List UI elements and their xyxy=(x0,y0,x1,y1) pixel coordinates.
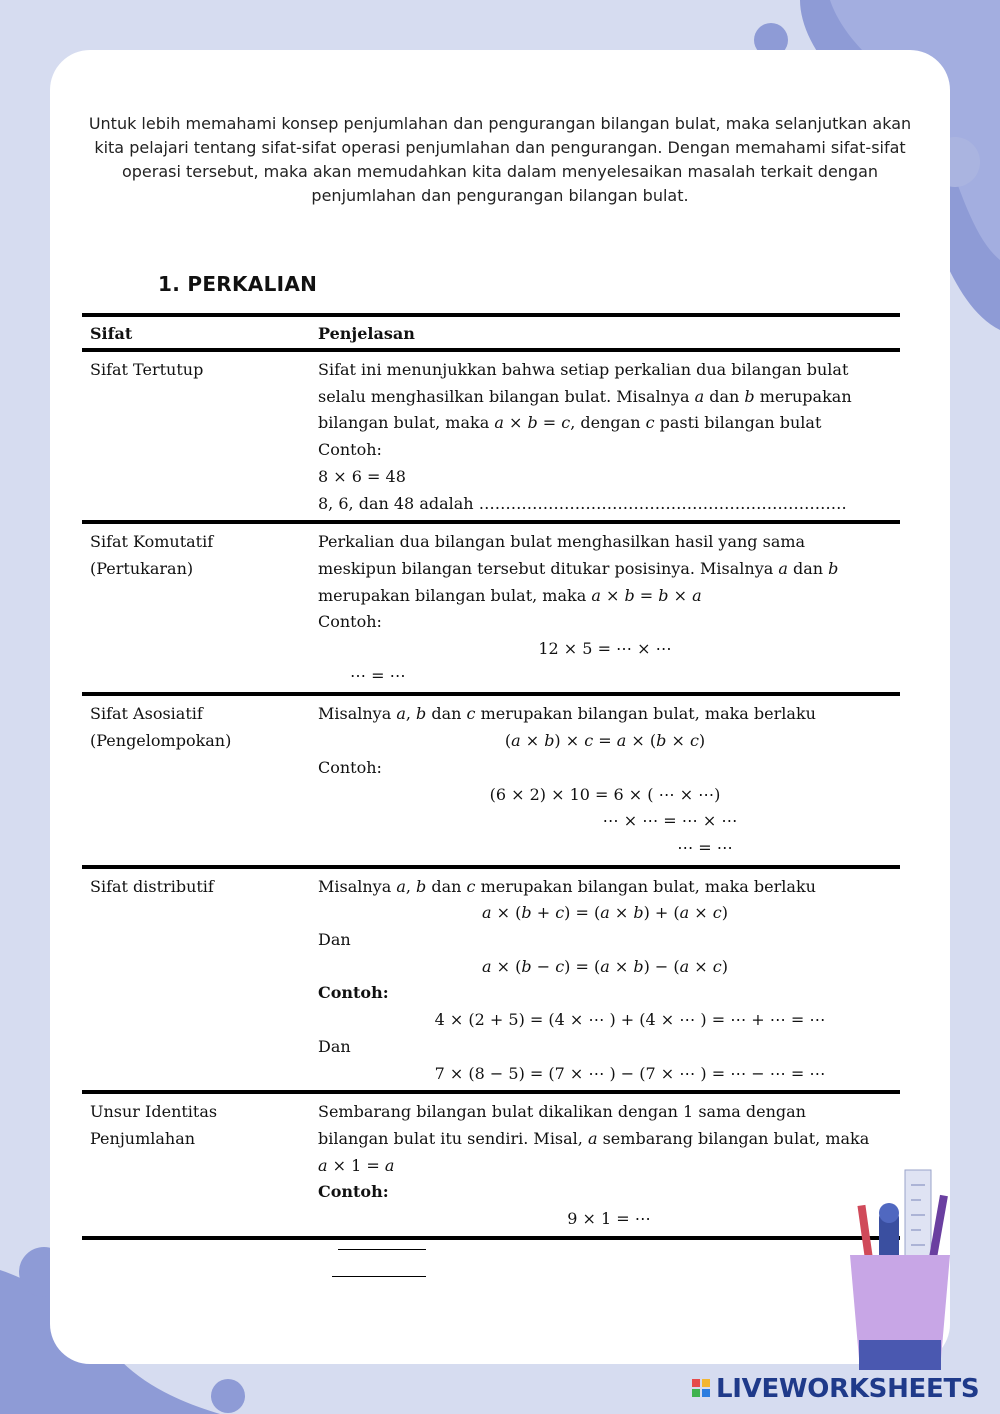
column-header-penjelasan: Penjelasan xyxy=(310,315,900,350)
property-name xyxy=(82,1092,310,1238)
table-row xyxy=(82,522,900,694)
fill-in-equation[interactable]: ⋯ = ⋯ xyxy=(350,665,406,685)
footer-brand: LIVEWORKSHEETS xyxy=(716,1374,980,1404)
property-description xyxy=(310,350,900,522)
description-line: bilangan bulat, maka 𝑎 × 𝑏 = 𝑐, dengan 𝑐 pasti bilangan bulat xyxy=(318,413,822,433)
property-name xyxy=(82,694,310,866)
description-line: bilangan bulat itu sendiri. Misal, 𝑎 sembarang bilangan bulat, maka xyxy=(318,1128,870,1148)
answer-blank[interactable] xyxy=(338,1249,426,1250)
formula: 𝑎 × (𝑏 + 𝑐) = (𝑎 × 𝑏) + (𝑎 × 𝑐) xyxy=(482,903,728,923)
properties-table xyxy=(82,313,900,1240)
pencil-cup-illustration xyxy=(845,1165,955,1375)
example-equation: 8 × 6 = 48 xyxy=(318,466,406,486)
description-line: Sifat ini menunjukkan bahwa setiap perkalian dua bilangan bulat xyxy=(318,360,849,379)
fill-in-equation[interactable]: ⋯ = ⋯ xyxy=(677,837,733,857)
property-description xyxy=(310,867,900,1093)
description-line: Sembarang bilangan bulat dikalikan dengan 1 sama dengan xyxy=(318,1102,806,1122)
example-label: Contoh: xyxy=(318,1182,389,1202)
formula: (𝑎 × 𝑏) × 𝑐 = 𝑎 × (𝑏 × 𝑐) xyxy=(504,731,706,751)
property-name-line: Sifat Tertutup xyxy=(90,360,204,379)
property-name-line: Penjumlahan xyxy=(90,1128,196,1148)
property-name xyxy=(82,350,310,522)
description-line: Perkalian dua bilangan bulat menghasilkan hasil yang sama xyxy=(318,532,806,552)
table-row xyxy=(82,867,900,1093)
column-header-sifat: Sifat xyxy=(82,315,310,350)
example-label: Contoh: xyxy=(318,757,382,777)
property-name xyxy=(82,522,310,694)
description-line: Dan xyxy=(318,930,351,950)
fill-in-answer[interactable]: 8, 6, dan 48 adalah …………………………………………………………… xyxy=(318,493,847,513)
table-header-row xyxy=(82,315,900,350)
example-label: Contoh: xyxy=(318,612,382,632)
intro-paragraph: Untuk lebih memahami konsep penjumlahan dan pengurangan bilangan bulat, maka selanjutkan akan kita pelajari tentang sifat-sifat operasi penjumlahan dan pengurangan. Dengan memahami sifat-sifat operasi tersebut, maka akan memudahkan kita dalam menyelesaikan masalah terkait dengan penjumlahan dan pengurangan bilangan bulat. xyxy=(88,114,912,205)
description-line: merupakan bilangan bulat, maka 𝑎 × 𝑏 = 𝑏 × 𝑎 xyxy=(318,585,702,605)
description-line: selalu menghasilkan bilangan bulat. Misalnya 𝑎 dan 𝑏 merupakan xyxy=(318,386,852,406)
section-title: 1. PERKALIAN xyxy=(158,272,318,296)
description-line: Dan xyxy=(318,1036,351,1056)
property-name xyxy=(82,867,310,1093)
example-label: Contoh: xyxy=(318,983,389,1003)
fill-in-equation[interactable]: 7 × (8 − 5) = (7 × ⋯ ) − (7 × ⋯ ) = ⋯ − ⋯ = ⋯ xyxy=(434,1063,826,1083)
property-description xyxy=(310,1092,900,1238)
property-name-line: Sifat distributif xyxy=(90,876,214,896)
answer-blank[interactable] xyxy=(332,1276,426,1277)
property-name-line: Sifat Komutatif xyxy=(90,532,214,552)
formula: 𝑎 × (𝑏 − 𝑐) = (𝑎 × 𝑏) − (𝑎 × 𝑐) xyxy=(482,956,728,976)
table-row xyxy=(82,350,900,522)
table-row xyxy=(82,1092,900,1238)
formula: 𝑎 × 1 = 𝑎 xyxy=(318,1155,395,1175)
description-line: Misalnya 𝑎, 𝑏 dan 𝑐 merupakan bilangan bulat, maka berlaku xyxy=(318,876,816,896)
table-row xyxy=(82,694,900,866)
fill-in-equation[interactable]: (6 × 2) × 10 = 6 × ( ⋯ × ⋯) xyxy=(489,784,721,804)
property-name-line: (Pertukaran) xyxy=(90,558,194,578)
fill-in-equation[interactable]: 9 × 1 = ⋯ xyxy=(567,1209,651,1229)
property-name-line: Sifat Asosiatif xyxy=(90,704,203,724)
property-name-line: (Pengelompokan) xyxy=(90,731,232,751)
liveworksheets-logo-icon xyxy=(692,1379,710,1397)
property-description xyxy=(310,694,900,866)
property-description xyxy=(310,522,900,694)
fill-in-equation[interactable]: 12 × 5 = ⋯ × ⋯ xyxy=(538,639,672,659)
property-name-line: Unsur Identitas xyxy=(90,1102,218,1122)
description-line: Misalnya 𝑎, 𝑏 dan 𝑐 merupakan bilangan bulat, maka berlaku xyxy=(318,704,816,724)
example-label: Contoh: xyxy=(318,440,382,460)
bubble-bottom xyxy=(211,1379,245,1413)
description-line: meskipun bilangan tersebut ditukar posisinya. Misalnya 𝑎 dan 𝑏 xyxy=(318,558,839,578)
fill-in-equation[interactable]: 4 × (2 + 5) = (4 × ⋯ ) + (4 × ⋯ ) = ⋯ + ⋯ = ⋯ xyxy=(434,1010,826,1030)
fill-in-equation[interactable]: ⋯ × ⋯ = ⋯ × ⋯ xyxy=(602,811,738,831)
